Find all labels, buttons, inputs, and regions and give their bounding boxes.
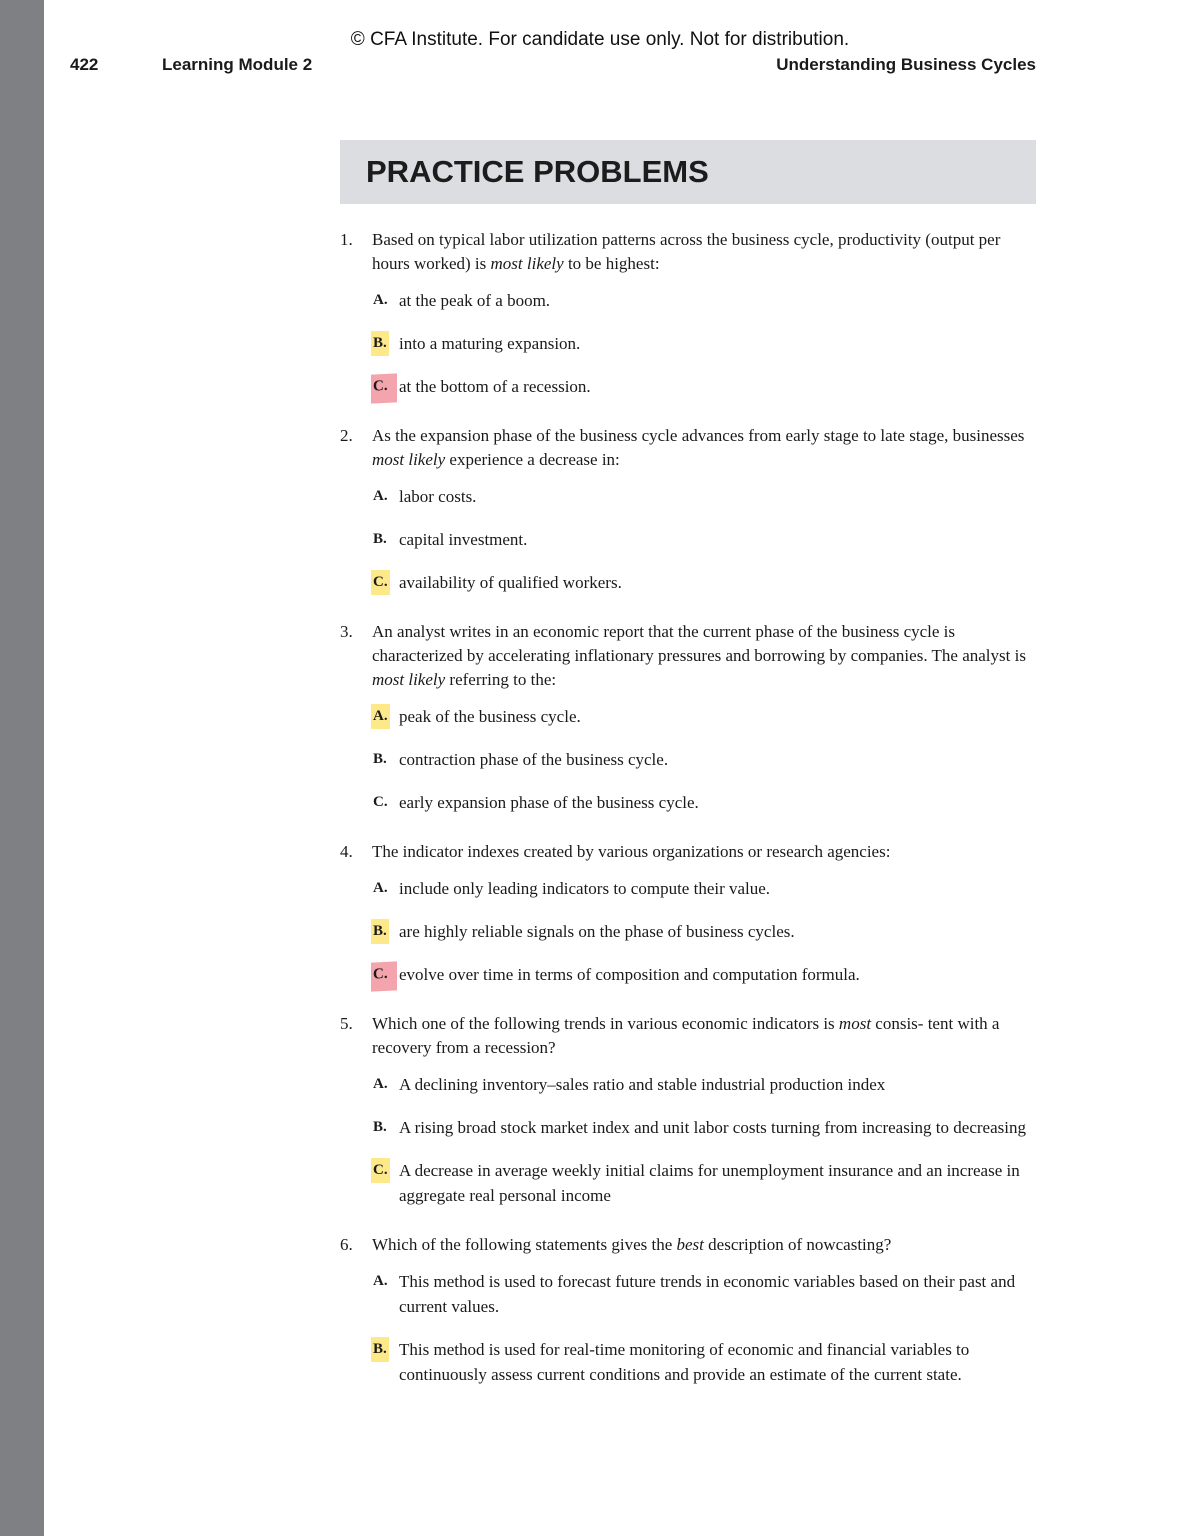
answer-option xyxy=(371,701,1036,735)
option-letter: A. xyxy=(373,488,388,504)
option-text: early expansion phase of the business cycle. xyxy=(399,793,699,812)
option-letter: A. xyxy=(373,1076,388,1092)
question-text xyxy=(372,228,1036,276)
question-segment: Which of the following statements gives the xyxy=(372,1235,677,1254)
option-text: at the peak of a boom. xyxy=(399,291,551,310)
question-emphasis: most likely xyxy=(490,254,564,273)
problem-number: 3. xyxy=(340,622,353,641)
answer-option xyxy=(371,959,1036,993)
copyright-notice: © CFA Institute. For candidate use only. Not for distribution. xyxy=(350,29,850,50)
question-text xyxy=(372,424,1036,472)
answer-option xyxy=(371,1266,1036,1325)
page-number: 422 xyxy=(70,55,99,74)
option-text: are highly reliable signals on the phase of business cycles. xyxy=(399,922,795,941)
question-segment: Based on typical labor utilization patterns across the business cycle, productivity (output per hours worked) is xyxy=(372,230,1001,273)
question-segment: experience a decrease in: xyxy=(445,450,620,469)
answer-option xyxy=(371,1112,1036,1146)
option-letter: A. xyxy=(373,292,388,308)
option-letter: C. xyxy=(371,961,397,991)
problem-number: 2. xyxy=(340,426,353,445)
question-segment: referring to the: xyxy=(445,670,557,689)
question-text xyxy=(372,1233,1036,1257)
option-text: A rising broad stock market index and unit labor costs turning from increasing to decreasing xyxy=(399,1118,1026,1137)
question-segment: The indicator indexes created by various organizations or research agencies: xyxy=(372,842,891,861)
option-letter: C. xyxy=(371,373,397,403)
option-text: availability of qualified workers. xyxy=(399,573,622,592)
problem-number: 5. xyxy=(340,1014,353,1033)
problem-number: 1. xyxy=(340,230,353,249)
answer-option xyxy=(371,285,1036,319)
option-letter: B. xyxy=(373,751,387,767)
question-segment: As the expansion phase of the business cycle advances from early stage to late stage, businesses xyxy=(372,426,1025,445)
question-segment: description of nowcasting? xyxy=(703,1235,892,1254)
answer-option xyxy=(371,873,1036,907)
option-letter: C. xyxy=(371,570,390,595)
answer-option xyxy=(371,371,1036,405)
option-text: peak of the business cycle. xyxy=(399,707,581,726)
option-letter: B. xyxy=(371,919,389,944)
option-letter: B. xyxy=(373,531,387,547)
option-text: labor costs. xyxy=(399,487,477,506)
question-text xyxy=(372,1012,1036,1060)
option-text: evolve over time in terms of composition and computation formula. xyxy=(399,965,860,984)
question-text xyxy=(372,620,1036,692)
option-text: contraction phase of the business cycle. xyxy=(399,750,669,769)
option-text: This method is used to forecast future trends in economic variables based on their past and current values. xyxy=(399,1272,1016,1316)
problem-number: 4. xyxy=(340,842,353,861)
problem-3 xyxy=(340,620,1036,821)
answer-option xyxy=(371,744,1036,778)
option-letter: C. xyxy=(373,794,388,810)
answer-option xyxy=(371,1155,1036,1214)
question-segment: Which one of the following trends in various economic indicators is xyxy=(372,1014,839,1033)
option-text: This method is used for real-time monitoring of economic and financial variables to continuously assess current conditions and provide an estimate of the current state. xyxy=(399,1340,970,1384)
question-emphasis: most likely xyxy=(372,450,446,469)
section-title: PRACTICE PROBLEMS xyxy=(340,140,1036,204)
problem-5 xyxy=(340,1012,1036,1214)
problem-number: 6. xyxy=(340,1235,353,1254)
option-letter: B. xyxy=(371,1337,389,1362)
option-letter: C. xyxy=(371,1158,390,1183)
option-letter: A. xyxy=(373,1273,388,1289)
option-text: A decrease in average weekly initial claims for unemployment insurance and an increase in aggregate real personal income xyxy=(399,1161,1020,1205)
question-emphasis: best xyxy=(676,1235,704,1254)
problem-1 xyxy=(340,228,1036,405)
answer-option xyxy=(371,1334,1036,1393)
problem-4 xyxy=(340,840,1036,993)
answer-option xyxy=(371,787,1036,821)
option-text: into a maturing expansion. xyxy=(399,334,581,353)
option-text: at the bottom of a recession. xyxy=(399,377,591,396)
answer-option xyxy=(371,567,1036,601)
question-emphasis: most likely xyxy=(372,670,446,689)
answer-option xyxy=(371,916,1036,950)
option-text: A declining inventory–sales ratio and stable industrial production index xyxy=(399,1075,886,1094)
running-header xyxy=(70,55,1036,79)
answer-option xyxy=(371,328,1036,362)
answer-option xyxy=(371,1069,1036,1103)
answer-option xyxy=(371,524,1036,558)
problem-2 xyxy=(340,424,1036,601)
option-letter: B. xyxy=(373,1119,387,1135)
module-label: Learning Module 2 xyxy=(162,55,313,74)
page-margin-bar xyxy=(0,0,44,1536)
problem-list xyxy=(340,228,1036,1412)
option-letter: A. xyxy=(373,880,388,896)
option-text: include only leading indicators to compute their value. xyxy=(399,879,771,898)
option-text: capital investment. xyxy=(399,530,528,549)
question-segment: to be highest: xyxy=(563,254,660,273)
option-letter: B. xyxy=(371,331,389,356)
problem-6 xyxy=(340,1233,1036,1393)
answer-option xyxy=(371,481,1036,515)
question-emphasis: most xyxy=(838,1014,872,1033)
chapter-title: Understanding Business Cycles xyxy=(776,55,1036,74)
question-text xyxy=(372,840,1036,864)
question-segment: consis- tent with a recovery from a recession? xyxy=(372,1014,1000,1057)
question-segment: An analyst writes in an economic report that the current phase of the business cycle is characterized by accelerating inflationary pressures and borrowing by companies. The analyst is xyxy=(372,622,1026,665)
option-letter: A. xyxy=(371,704,390,729)
